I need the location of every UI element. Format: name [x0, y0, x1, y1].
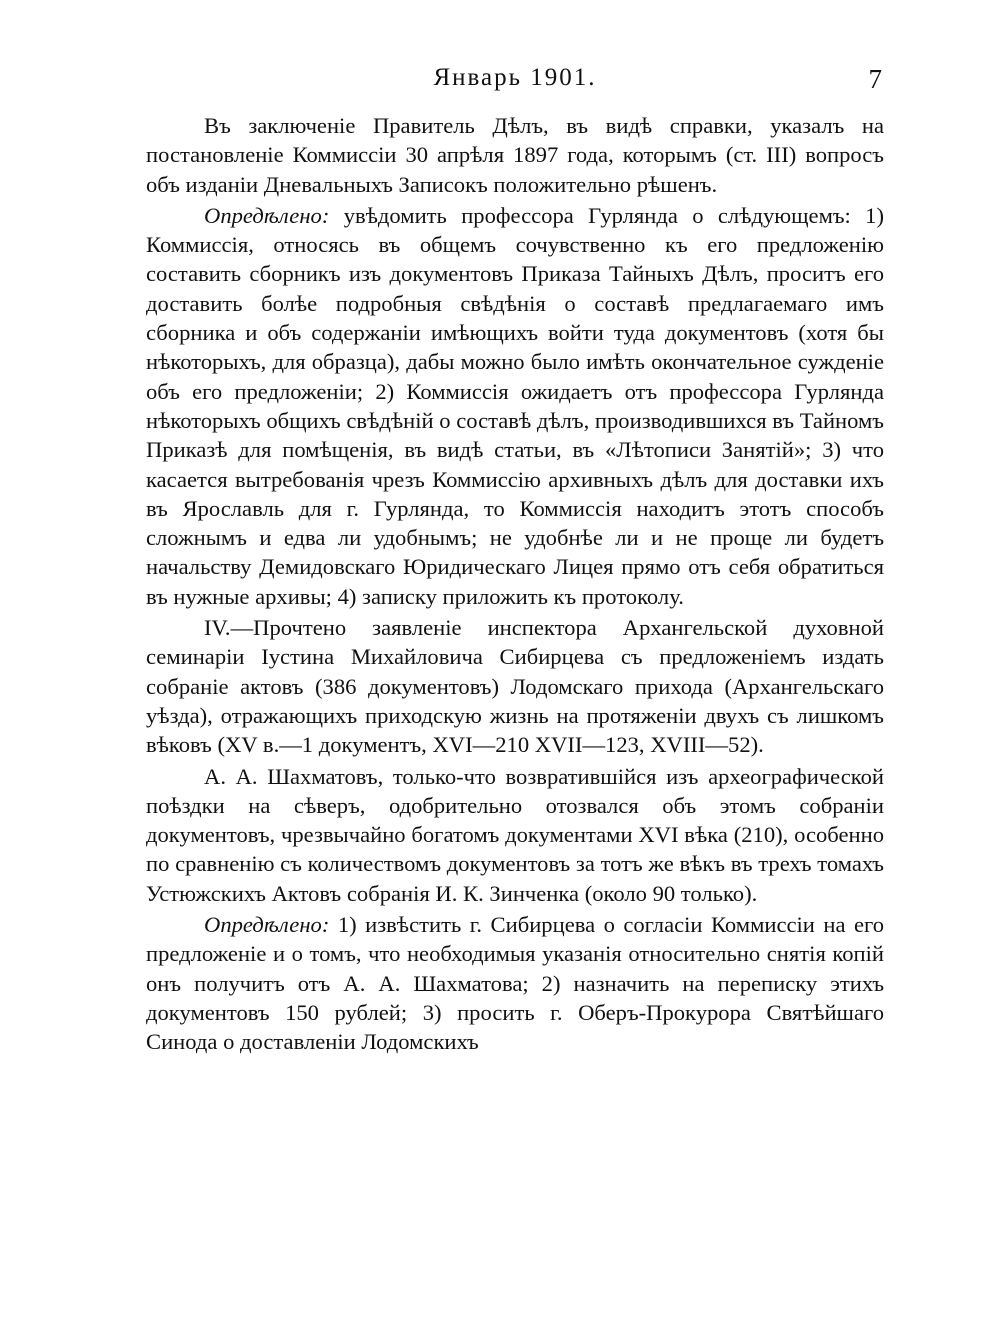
text-body — [146, 111, 884, 1057]
resolution-label: Опредѣлено: — [204, 912, 330, 938]
paragraph-3: IV.—Прочтено заявленіе инспектора Архангельской духовной семинаріи Іустина Михайловича Сибирцева съ предложеніемъ издать собраніе актовъ (386 документовъ) Лодомскаго прихода (Архангельскаго уѣзда), отражающихъ приходскую жизнь на протяженіи двухъ съ лишкомъ вѣковъ (XV в.—1 документъ, XVI—210 XVII—123, XVIII—52). — [146, 615, 884, 758]
resolution-label: Опредѣлено: — [204, 202, 330, 228]
paragraph-4: А. А. Шахматовъ, только-что возвратившійся изъ археографической поѣздки на сѣверъ, одобрительно отозвался объ этомъ собраніи документовъ, чрезвычайно богатомъ документами XVI вѣка (210), особенно по сравненію съ количествомъ документовъ за тотъ же вѣкъ въ трехъ томахъ Устюжскихъ Актовъ собранія И. К. Зинченка (около 90 только). — [146, 763, 884, 906]
page-number: 7 — [868, 64, 884, 94]
paragraph-2-text: увѣдомить профессора Гурлянда о слѣдующемъ: 1) Коммиссія, относясь въ общемъ сочувственно къ его предложенію составить сборникъ изъ документовъ Приказа Тайныхъ Дѣлъ, проситъ его доставить болѣе подробныя свѣдѣнія о составѣ предлагаемаго имъ сборника и объ содержаніи имѣющихъ войти туда документовъ (хотя бы нѣкоторыхъ, для образца), дабы можно было имѣть окончательное сужденіе объ его предложеніи; 2) Коммиссія ожидаетъ отъ профессора Гурлянда нѣкоторыхъ общихъ свѣдѣній о составѣ дѣлъ, производившихся въ Тайномъ Приказѣ для помѣщенія, въ видѣ статьи, въ «Лѣтописи Занятій»; 3) что касается вытребованія чрезъ Коммиссію архивныхъ дѣлъ для доставки ихъ въ Ярославль для г. Гурлянда, то Коммиссія находитъ этотъ способъ сложнымъ и едва ли удобнымъ; не удобнѣе ли и не проще ли будетъ начальству Демидовскаго Юридическаго Лицея прямо отъ себя обратиться въ нужные архивы; 4) записку приложить къ протоколу. — [146, 202, 884, 609]
paragraph-5 — [146, 910, 884, 1056]
paragraph-2 — [146, 201, 884, 611]
running-header — [146, 58, 884, 98]
running-title: Январь 1901. — [433, 64, 597, 91]
book-page — [146, 58, 884, 1057]
paragraph-5-text: 1) извѣстить г. Сибирцева о согласіи Коммиссіи на его предложеніе и о томъ, что необходимыя указанія относительно снятія копій онъ получитъ отъ А. А. Шахматова; 2) назначить на переписку этихъ документовъ 150 рублей; 3) просить г. Оберъ-Прокурора Святѣйшаго Синода о доставленіи Лодомскихъ — [146, 912, 884, 1055]
paragraph-1: Въ заключеніе Правитель Дѣлъ, въ видѣ справки, указалъ на постановленіе Коммиссіи 30 апрѣля 1897 года, которымъ (ст. III) вопросъ объ изданіи Дневальныхъ Записокъ положительно рѣшенъ. — [146, 113, 884, 197]
